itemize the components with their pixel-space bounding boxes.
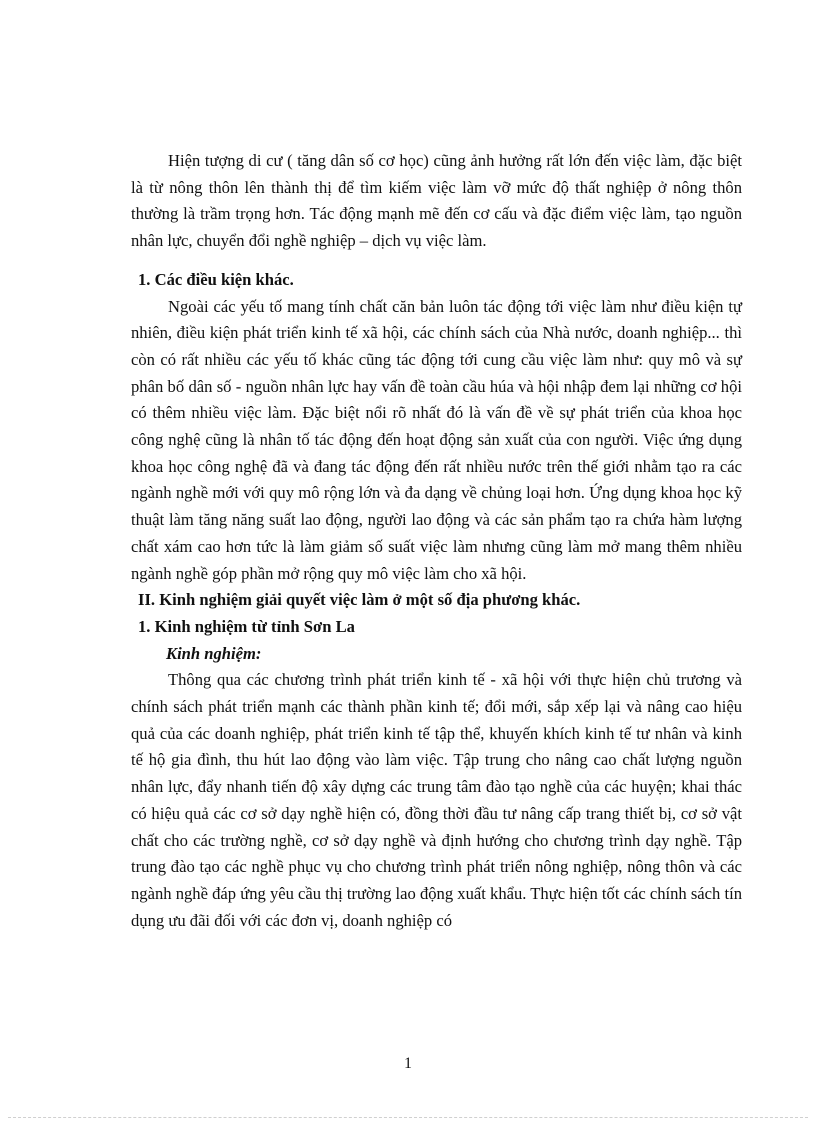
heading-son-la: 1. Kinh nghiệm từ tỉnh Sơn La [138,616,355,636]
paragraph-migration: Hiện tượng di cư ( tăng dân số cơ học) cũng ảnh hưởng rất lớn đến việc làm, đặc biệt là từ nông thôn lên thành thị để tìm kiếm việc làm vỡ mức độ thất nghiệp ở nông thôn thường là trầm trọng hơn. Tác động mạnh mẽ đến cơ cấu và đặc điểm việc làm, tạo nguồn nhân lực, chuyển đổi nghề nghiệp – dịch vụ việc làm. [131,151,742,251]
heading-experience: II. Kinh nghiệm giải quyết việc làm ở một số địa phương khác. [138,590,581,610]
document-body [131,148,742,934]
spacer [131,255,742,267]
page-edge-divider [8,1117,808,1118]
heading-kinh-nghiem: Kinh nghiệm: [166,643,262,663]
page-number: 1 [404,1055,412,1072]
paragraph-other-factors: Ngoài các yếu tố mang tính chất căn bản luôn tác động tới việc làm như điều kiện tự nhiên, điều kiện phát triển kinh tế xã hội, các chính sách của Nhà nước, doanh nghiệp... thì còn có rất nhiều các yếu tố khác cũng tác động tới cung cầu việc làm như: quy mô và sự phân bố dân số - nguồn nhân lực hay vấn đề toàn cầu húa và hội nhập đem lại những cơ hội có thêm nhiều việc làm. Đặc biệt nổi rõ nhất đó là vấn đề về sự phát triển của khoa học công nghệ cũng là nhân tố tác động đến hoạt động sản xuất của con người. Việc ứng dụng khoa học công nghệ đã và đang tác động đến rất nhiều nước trên thế giới nhằm tạo ra các ngành nghề mới với quy mô rộng lớn và đa dạng về chủng loại hơn. Ứng dụng khoa học kỹ thuật làm tăng năng suất lao động, người lao động và các sản phẩm tạo ra chứa hàm lượng chất xám cao hơn tức là làm giảm số suất việc làm nhưng cũng làm mở mang thêm nhiều ngành nghề góp phần mở rộng quy mô việc làm cho xã hội. [131,296,742,583]
heading-other-conditions: 1. Các điều kiện khác. [138,269,294,289]
paragraph-son-la-programs: Thông qua các chương trình phát triển kinh tế - xã hội với thực hiện chủ trương và chính sách phát triển mạnh các thành phần kinh tế; đổi mới, sắp xếp lại và nâng cao hiệu quả của các doanh nghiệp, phát triển kinh tế tập thể, khuyến khích kinh tế tư nhân và kinh tế hộ gia đình, thu hút lao động vào làm việc. Tập trung cho nâng cao chất lượng nguồn nhân lực, đẩy nhanh tiến độ xây dựng các trung tâm đào tạo nghề của các huyện; khai thác có hiệu quả các cơ sở dạy nghề hiện có, đồng thời đầu tư nâng cấp trang thiết bị, cơ sở vật chất cho các trường nghề, cơ sở dạy nghề và định hướng cho chương trình dạy nghề. Tập trung đào tạo các nghề phục vụ cho chương trình phát triển nông nghiệp, nông thôn và các ngành nghề đáp ứng yêu cầu thị trường lao động xuất khẩu. Thực hiện tốt các chính sách tín dụng ưu đãi đối với các đơn vị, doanh nghiệp có [131,670,743,930]
